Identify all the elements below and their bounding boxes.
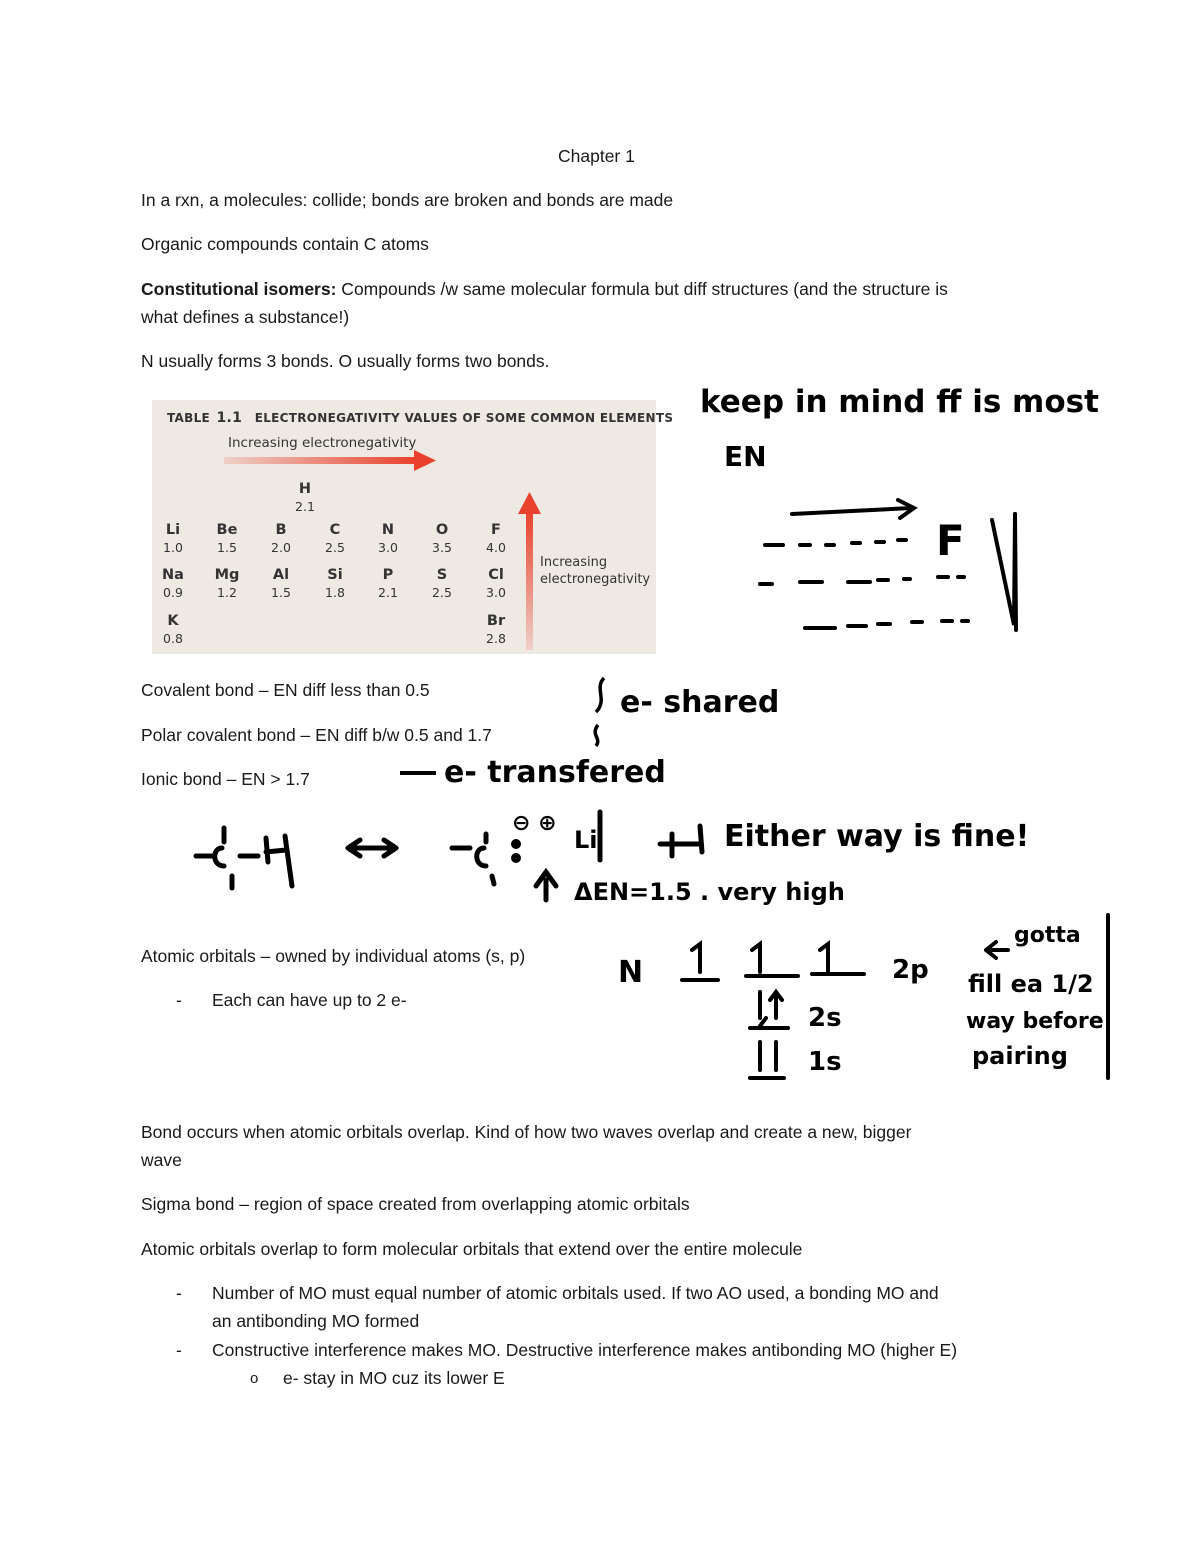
element-s: S 2.5 (432, 567, 452, 600)
note-pairing: pairing (972, 1042, 1068, 1070)
note-charges: ⊖ ⊕ (512, 811, 557, 836)
element-f: F 4.0 (486, 522, 506, 555)
element-mg: Mg 1.2 (214, 567, 240, 600)
element-cl: Cl 3.0 (486, 567, 506, 600)
element-na: Na 0.9 (162, 567, 184, 600)
bond-overlap-note: Bond occurs when atomic orbitals overlap. Kind of how two waves overlap and create a new, bigger (141, 1122, 912, 1142)
note-2s: 2s (808, 1003, 842, 1033)
ionic-bond-note: Ionic bond – EN > 1.7 (141, 769, 310, 789)
paragraph-bonds: N usually forms 3 bonds. O usually forms two bonds. (141, 351, 550, 371)
mo-bullet-1-line2: an antibonding MO formed (212, 1311, 420, 1331)
mo-bullet-2: Constructive interference makes MO. Destructive interference makes antibonding MO (higher E) (212, 1340, 958, 1360)
page-title: Chapter 1 (558, 146, 635, 166)
paragraph-organic: Organic compounds contain C atoms (141, 234, 429, 254)
note-way-before: way before (966, 1009, 1104, 1034)
atomic-orbitals-note: Atomic orbitals – owned by individual atoms (s, p) (141, 946, 526, 966)
element-n: N 3.0 (378, 522, 398, 555)
note-2p: 2p (892, 955, 929, 985)
note-shared: e- shared (620, 685, 780, 720)
element-k: K 0.8 (163, 613, 183, 646)
element-b: B 2.0 (271, 522, 291, 555)
note-either-way: Either way is fine! (724, 819, 1030, 854)
note-f: F (936, 516, 965, 565)
element-p: P 2.1 (378, 567, 398, 600)
vertical-axis-label: Increasing electronegativity (540, 555, 651, 587)
brace-icon (595, 678, 604, 746)
table-caption: TABLE 1.1 ELECTRONEGATIVITY VALUES OF SOME COMMON ELEMENTS (167, 410, 674, 426)
element-h: H 2.1 (295, 481, 315, 514)
atomic-orbitals-bullet: Each can have up to 2 e- (212, 990, 407, 1010)
element-o: O 3.5 (432, 522, 452, 555)
element-be: Be 1.5 (216, 522, 238, 555)
note-transferred: e- transfered (444, 755, 666, 790)
element-c: C 2.5 (325, 522, 345, 555)
molecular-orbitals-note: Atomic orbitals overlap to form molecular orbitals that extend over the entire molecule (141, 1239, 803, 1259)
sketch-dashed-rows (760, 500, 1016, 630)
note-li: Li (574, 826, 598, 854)
note-en: EN (724, 440, 767, 473)
bullet-dash: - (176, 1283, 182, 1303)
note-n: N (618, 955, 644, 990)
paragraph-reaction: In a rxn, a molecules: collide; bonds are broken and bonds are made (141, 190, 674, 210)
note-keep-in-mind: keep in mind ff is most (700, 384, 1099, 420)
sigma-bond-note: Sigma bond – region of space created from overlapping atomic orbitals (141, 1194, 690, 1214)
bond-overlap-note-line2: wave (141, 1150, 182, 1170)
note-delta-en: ΔEN=1.5 . very high (574, 878, 845, 906)
mo-sub-bullet: e- stay in MO cuz its lower E (283, 1368, 505, 1388)
note-gotta: gotta (1014, 923, 1081, 948)
isomers-definition: Compounds /w same molecular formula but diff structures (and the structure is (336, 279, 948, 299)
covalent-bond-note: Covalent bond – EN diff less than 0.5 (141, 680, 430, 700)
bullet-circle: o (250, 1370, 259, 1387)
term-constitutional-isomers: Constitutional isomers: (141, 279, 337, 299)
note-1s: 1s (808, 1047, 842, 1077)
polar-covalent-bond-note: Polar covalent bond – EN diff b/w 0.5 and 1.7 (141, 725, 492, 745)
bullet-dash: - (176, 1340, 182, 1360)
element-al: Al 1.5 (271, 567, 291, 600)
mo-bullet-1: Number of MO must equal number of atomic orbitals used. If two AO used, a bonding MO and (212, 1283, 939, 1303)
note-fill: fill ea 1/2 (968, 970, 1094, 998)
element-si: Si 1.8 (325, 567, 345, 600)
element-br: Br 2.8 (486, 613, 506, 646)
horizontal-axis-label: Increasing electronegativity (228, 435, 417, 451)
bullet-dash: - (176, 990, 182, 1010)
paragraph-isomers-line2: what defines a substance!) (141, 307, 350, 327)
element-li: Li 1.0 (163, 522, 183, 555)
